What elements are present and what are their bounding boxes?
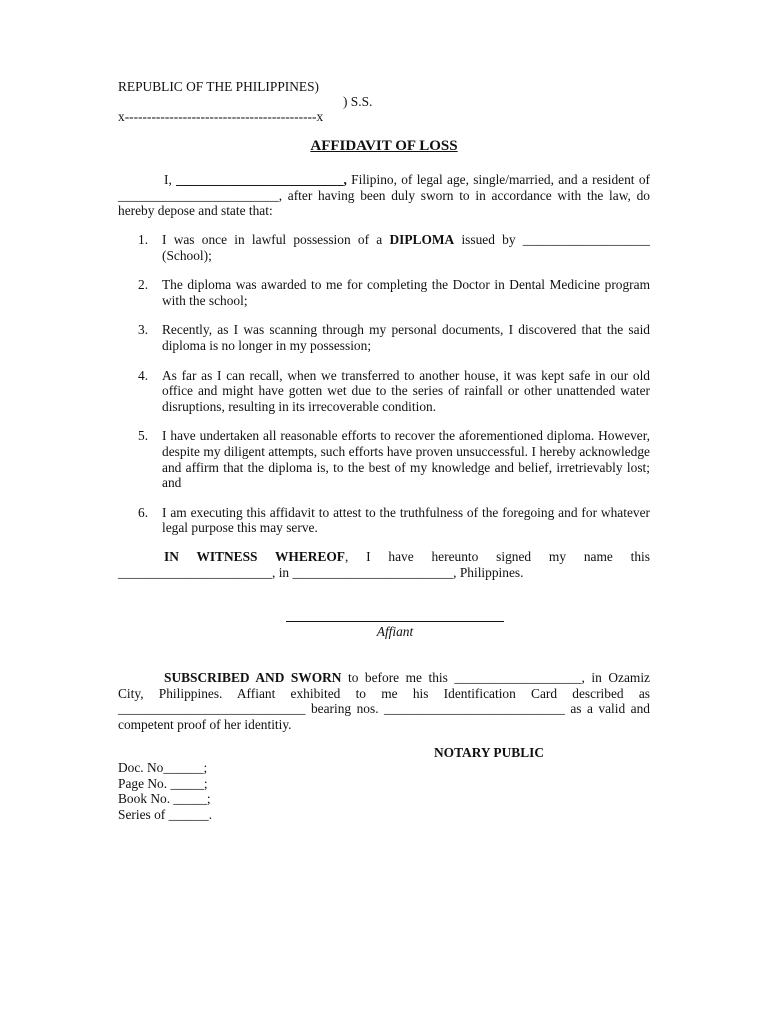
list-item: 6. I am executing this affidavit to attest to the truthfulness of the foregoing and for whatever legal purpose this may serve. bbox=[138, 504, 650, 536]
book-number: Book No. _____; bbox=[118, 791, 211, 807]
affiant-name-blank: _________________________, bbox=[176, 172, 347, 187]
jurat-keyword: SUBSCRIBED AND SWORN bbox=[164, 670, 342, 685]
intro-text: Filipino, of legal age, single/married, and a resident of ________________________, after having been duly sworn to in accordance with the law, do hereby depose and state that: bbox=[118, 172, 650, 219]
item-number: 5. bbox=[138, 428, 149, 444]
intro-paragraph bbox=[118, 172, 650, 219]
jurat-paragraph: SUBSCRIBED AND SWORN to before me this ___________________, in Ozamiz City, Philippines. Affiant exhibited to me his Identification Card described as ____________________________ bearing nos. ___________________________ as a valid and competent proof of her identitiy. bbox=[118, 670, 650, 732]
list-item: 5. I have undertaken all reasonable efforts to recover the aforementioned diploma. However, despite my diligent attempts, such efforts have proven unsuccessful. I hereby acknowledge and affirm that the diploma is, to the best of my knowledge and belief, irretrievably lost; and bbox=[138, 428, 650, 491]
item-number: 3. bbox=[138, 322, 149, 338]
item-number: 1. bbox=[138, 232, 149, 247]
statements-list bbox=[118, 232, 650, 550]
notarial-registry bbox=[118, 760, 212, 822]
doc-number: Doc. No______; bbox=[118, 760, 208, 775]
page-number: Page No. _____; bbox=[118, 775, 208, 791]
item-number: 4. bbox=[138, 367, 149, 383]
list-item: 3. Recently, as I was scanning through my personal documents, I discovered that the said diploma is no longer in my possession; bbox=[138, 322, 650, 353]
list-item: 1. I was once in lawful possession of a DIPLOMA issued by ___________________ (School); bbox=[138, 232, 651, 263]
venue-divider: x-------------------------------------------x bbox=[118, 109, 324, 124]
venue-ss: ) S.S. bbox=[343, 94, 373, 109]
document-title: AFFIDAVIT OF LOSS bbox=[310, 138, 458, 154]
item-number: 6. bbox=[138, 504, 149, 520]
witness-keyword: IN WITNESS WHEREOF bbox=[164, 549, 345, 564]
witness-paragraph: IN WITNESS WHEREOF, I have hereunto signed my name this _______________________, in ________________________, Philippines. bbox=[118, 549, 650, 580]
item-number: 2. bbox=[138, 277, 149, 293]
venue-republic: REPUBLIC OF THE PHILIPPINES) bbox=[118, 79, 320, 94]
diploma-keyword: DIPLOMA bbox=[389, 232, 455, 247]
list-item: 4. As far as I can recall, when we transferred to another house, it was kept safe in our old office and might have gotten wet due to the series of rainfall or other unattended water disruptions, resulting in its irrecoverable condition. bbox=[138, 367, 650, 414]
affiant-label: Affiant bbox=[376, 624, 414, 639]
signature-line bbox=[286, 621, 504, 622]
list-item: 2. The diploma was awarded to me for completing the Doctor in Dental Medicine program with the school; bbox=[138, 277, 650, 308]
notary-public-label: NOTARY PUBLIC bbox=[434, 745, 545, 760]
series-year: Series of ______. bbox=[118, 806, 213, 822]
intro-lead: I, bbox=[164, 172, 172, 187]
